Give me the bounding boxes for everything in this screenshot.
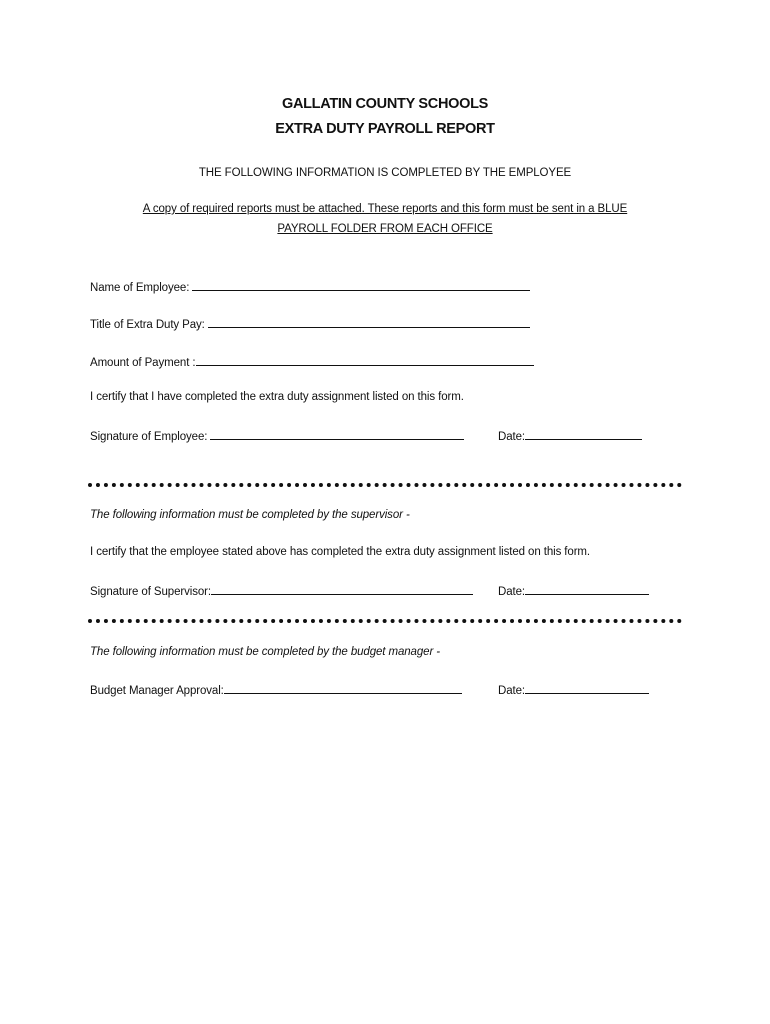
supervisor-signature-label: Signature of Supervisor: bbox=[90, 586, 211, 598]
employee-date-label: Date: bbox=[498, 431, 525, 443]
supervisor-date-field[interactable] bbox=[525, 583, 649, 595]
supervisor-signature-row bbox=[90, 583, 473, 598]
budget-approval-label: Budget Manager Approval: bbox=[90, 685, 224, 697]
supervisor-date-row bbox=[498, 583, 649, 598]
supervisor-section-intro: The following information must be completed by the supervisor - bbox=[90, 509, 410, 521]
budget-approval-field[interactable] bbox=[224, 682, 462, 694]
employee-signature-label: Signature of Employee: bbox=[90, 431, 211, 443]
budget-date-row bbox=[498, 682, 649, 697]
budget-date-label: Date: bbox=[498, 685, 525, 697]
employee-certify-text: I certify that I have completed the extra duty assignment listed on this form. bbox=[90, 391, 464, 403]
employee-name-field[interactable] bbox=[192, 279, 530, 291]
extra-duty-title-label: Title of Extra Duty Pay: bbox=[90, 319, 208, 331]
employee-name-row bbox=[90, 279, 530, 294]
section-divider-2 bbox=[88, 619, 682, 623]
payment-amount-label: Amount of Payment : bbox=[90, 357, 196, 369]
employee-signature-field[interactable] bbox=[210, 428, 464, 440]
attachment-notice-line1: A copy of required reports must be attached. These reports and this form must be sent in a BLUE bbox=[142, 203, 628, 215]
employee-date-field[interactable] bbox=[525, 428, 642, 440]
supervisor-signature-field[interactable] bbox=[211, 583, 473, 595]
organization-title: GALLATIN COUNTY SCHOOLS bbox=[281, 96, 489, 112]
payment-amount-row bbox=[90, 354, 534, 369]
budget-approval-row bbox=[90, 682, 462, 697]
supervisor-date-label: Date: bbox=[498, 586, 525, 598]
form-title: EXTRA DUTY PAYROLL REPORT bbox=[275, 121, 495, 137]
extra-duty-title-field[interactable] bbox=[208, 316, 530, 328]
budget-section-intro: The following information must be completed by the budget manager - bbox=[90, 646, 440, 658]
employee-section-note: THE FOLLOWING INFORMATION IS COMPLETED BY THE EMPLOYEE bbox=[198, 167, 572, 179]
budget-date-field[interactable] bbox=[525, 682, 649, 694]
section-divider-1 bbox=[88, 483, 682, 487]
employee-date-row bbox=[498, 428, 642, 443]
extra-duty-title-row bbox=[90, 316, 530, 331]
employee-signature-row bbox=[90, 428, 464, 443]
supervisor-certify-text: I certify that the employee stated above has completed the extra duty assignment listed on this form. bbox=[90, 546, 591, 558]
payment-amount-field[interactable] bbox=[196, 354, 534, 366]
employee-name-label: Name of Employee: bbox=[90, 282, 193, 294]
attachment-notice-line2: PAYROLL FOLDER FROM EACH OFFICE bbox=[277, 223, 493, 235]
